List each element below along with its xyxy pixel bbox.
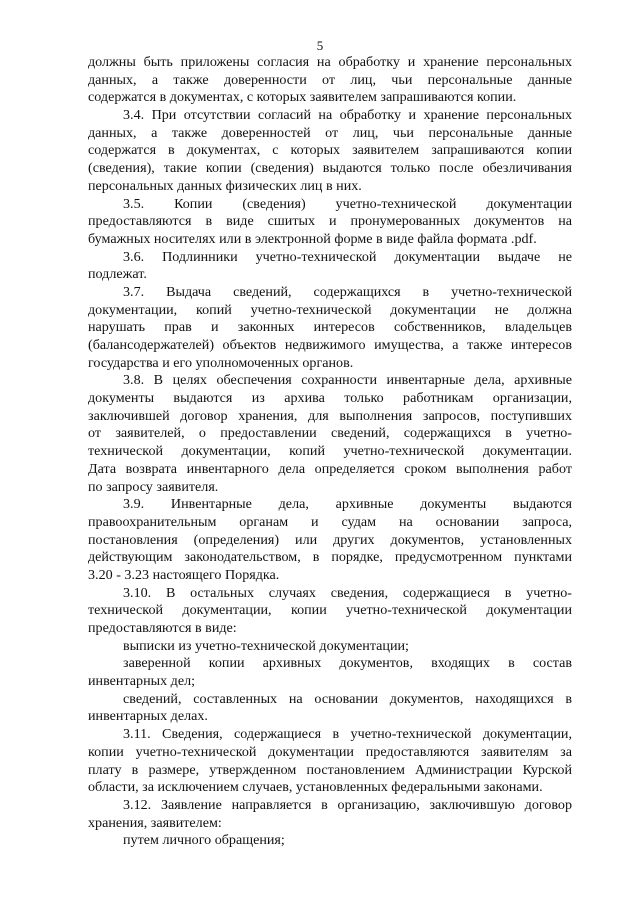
- text-line: 3.5. Копии (сведения) учетно-технической документации: [123, 195, 572, 212]
- text-line: заключившей договор хранения, для выполнения запросов, поступивших: [88, 407, 572, 424]
- text-line: заверенной копии архивных документов, входящих в состав: [123, 655, 572, 672]
- text-line: (балансодержателей) объектов недвижимого имущества, а также интересов: [88, 337, 572, 353]
- text-line: путем личного обращения;: [123, 832, 285, 849]
- text-line: копии учетно-технической документации предоставляются заявителям за: [88, 743, 572, 760]
- text-line: данных, а также доверенности от лиц, чьи персональные данные: [88, 71, 572, 88]
- text-line: должны быть приложены согласия на обработку и хранение персональных: [88, 54, 572, 70]
- text-line: (сведения), такие копии (сведения) выдаются только после обезличивания: [88, 160, 572, 177]
- text-line: хранения, заявителем:: [88, 814, 222, 831]
- text-line: Дата возврата инвентарного дела определяется сроком выполнения работ: [88, 460, 572, 477]
- text-line: 3.7. Выдача сведений, содержащихся в учетно-технической: [123, 283, 572, 300]
- page-number: 5: [316, 38, 324, 53]
- text-line: правоохранительным органам и судам на основании запроса,: [88, 513, 572, 530]
- text-line: документации, копий учетно-технической документации не должна: [88, 301, 572, 318]
- text-line: данных, а также доверенностей от лиц, чьи персональные данные: [88, 124, 572, 141]
- text-line: предоставляются в виде:: [88, 620, 237, 636]
- text-line: содержатся в документах, с которых заявителем запрашиваются копии.: [88, 89, 517, 106]
- text-line: бумажных носителях или в электронной форме в виде файла формата .pdf.: [88, 230, 537, 247]
- text-line: инвентарных делах.: [88, 708, 208, 725]
- text-line: 3.6. Подлинники учетно-технической документации выдаче не: [123, 248, 572, 265]
- text-line: предоставляются в виде сшитых и пронумерованных документов на: [88, 213, 572, 230]
- text-line: действующим законодательством, в порядке, предусмотренном пунктами: [88, 549, 572, 566]
- document-body: [88, 54, 572, 850]
- text-line: 3.10. В остальных случаях сведения, содержащиеся в учетно-: [123, 584, 572, 601]
- text-line: выписки из учетно-технической документации;: [123, 637, 409, 654]
- text-line: нарушать прав и законных интересов собственников, владельцев: [88, 319, 572, 336]
- text-line: технической документации, копий учетно-технической документации.: [88, 443, 572, 460]
- text-line: 3.4. При отсутствии согласий на обработку и хранение персональных: [123, 107, 572, 124]
- text-line: 3.11. Сведения, содержащиеся в учетно-технической документации,: [123, 726, 572, 743]
- text-line: 3.8. В целях обеспечения сохранности инвентарные дела, архивные: [123, 372, 572, 389]
- text-line: 3.12. Заявление направляется в организацию, заключившую договор: [123, 796, 572, 813]
- text-line: 3.9. Инвентарные дела, архивные документы выдаются: [123, 496, 572, 513]
- text-line: по запросу заявителя.: [88, 478, 219, 495]
- text-line: персональных данных физических лиц в них.: [88, 177, 362, 194]
- text-line: плату в размере, утвержденном постановлением Администрации Курской: [88, 761, 572, 778]
- text-line: подлежат.: [88, 266, 147, 283]
- text-line: документы выдаются из архива только работникам организации,: [88, 390, 572, 407]
- text-line: области, за исключением случаев, установленных федеральными законами.: [88, 779, 543, 796]
- text-line: от заявителей, о предоставлении сведений, содержащихся в учетно-: [88, 425, 572, 442]
- text-line: сведений, составленных на основании документов, находящихся в: [123, 690, 572, 707]
- text-line: содержатся в документах, с которых заявителем запрашиваются копии: [88, 142, 572, 159]
- text-line: постановления (определения) или других документов, установленных: [88, 531, 572, 548]
- text-line: государства и его уполномоченных органов.: [88, 354, 354, 371]
- text-line: 3.20 - 3.23 настоящего Порядка.: [88, 566, 280, 583]
- text-line: инвентарных дел;: [88, 673, 196, 690]
- text-line: технической документации, копии учетно-технической документации: [88, 602, 572, 619]
